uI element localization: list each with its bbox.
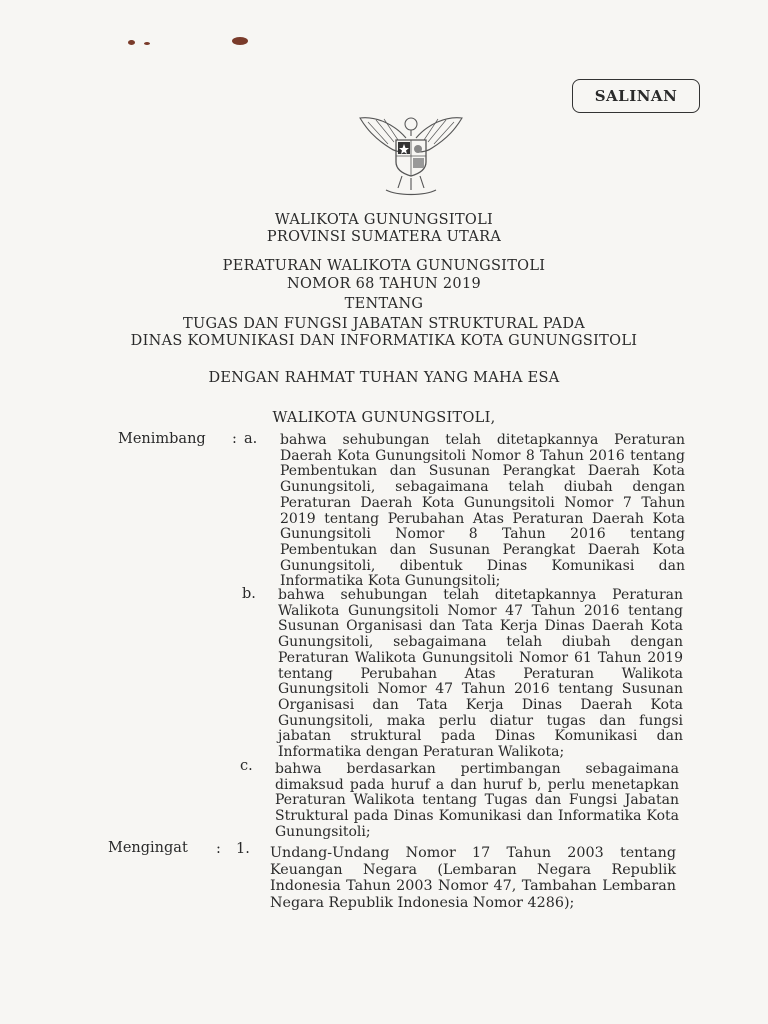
garuda-emblem-icon — [354, 104, 468, 200]
menimbang-item-c: bahwa berdasarkan pertimbangan sebagaimana dimaksud pada huruf a dan huruf b, perlu menetapkan Peraturan Walikota tentang Tugas dan Fungsi Jabatan Struktural pada Dinas Komunikasi dan Informatika Kota Gunungsitoli; — [275, 761, 679, 840]
header-city: WALIKOTA GUNUNGSITOLI — [274, 212, 494, 228]
menimbang-label: Menimbang — [118, 431, 206, 447]
regulation-subject-line2: DINAS KOMUNIKASI DAN INFORMATIKA KOTA GUNUNGSITOLI — [130, 333, 638, 349]
regulation-number: NOMOR 68 TAHUN 2019 — [286, 276, 481, 292]
ink-speck — [144, 42, 150, 45]
ink-speck — [232, 37, 248, 45]
menimbang-marker-c: c. — [240, 758, 253, 774]
mengingat-marker-1: 1. — [236, 841, 250, 857]
menimbang-marker-a: a. — [244, 431, 258, 447]
header-province: PROVINSI SUMATERA UTARA — [266, 229, 502, 245]
ink-speck — [128, 40, 135, 45]
menimbang-item-b: bahwa sehubungan telah ditetapkannya Peraturan Walikota Gunungsitoli Nomor 47 Tahun 2016 tentang Susunan Organisasi dan Tata Kerja Dinas Daerah Kota Gunungsitoli, sebagaimana telah diubah dengan Peraturan Walikota Gunungsitoli Nomor 61 Tahun 2019 tentang Perubahan Atas Peraturan Walikota Gunungsitoli Nomor 47 Tahun 2016 tentang Susunan Organisasi dan Tata Kerja Dinas Daerah Kota Gunungsitoli, maka perlu diatur tugas dan fungsi jabatan struktural pada Dinas Komunikasi dan Informatika dengan Peraturan Walikota; — [278, 587, 683, 761]
blessing-line: DENGAN RAHMAT TUHAN YANG MAHA ESA — [208, 370, 560, 386]
mengingat-item-1: Undang-Undang Nomor 17 Tahun 2003 tentang Keuangan Negara (Lembaran Negara Republik Indonesia Tahun 2003 Nomor 47, Tambahan Lembaran Negara Republik Indonesia Nomor 4286); — [270, 845, 676, 911]
regulation-title: PERATURAN WALIKOTA GUNUNGSITOLI — [222, 258, 546, 274]
mengingat-colon: : — [216, 841, 221, 857]
menimbang-item-a: bahwa sehubungan telah ditetapkannya Peraturan Daerah Kota Gunungsitoli Nomor 8 Tahun 2016 tentang Pembentukan dan Susunan Perangkat Daerah Kota Gunungsitoli, sebagaimana telah diubah dengan Peraturan Daerah Kota Gunungsitoli Nomor 7 Tahun 2019 tentang Perubahan Atas Peraturan Daerah Kota Gunungsitoli Nomor 8 Tahun 2016 tentang Pembentukan dan Susunan Perangkat Daerah Kota Gunungsitoli, dibentuk Dinas Komunikasi dan Informatika Kota Gunungsitoli; — [280, 432, 685, 590]
menimbang-marker-b: b. — [242, 586, 256, 602]
mengingat-label: Mengingat — [108, 840, 188, 856]
authority-line: WALIKOTA GUNUNGSITOLI, — [272, 410, 496, 426]
menimbang-colon: : — [232, 431, 237, 447]
regulation-subject-line1: TUGAS DAN FUNGSI JABATAN STRUKTURAL PADA — [182, 316, 586, 332]
regulation-about: TENTANG — [344, 296, 424, 312]
salinan-label: SALINAN — [594, 87, 678, 105]
salinan-stamp — [572, 79, 700, 113]
